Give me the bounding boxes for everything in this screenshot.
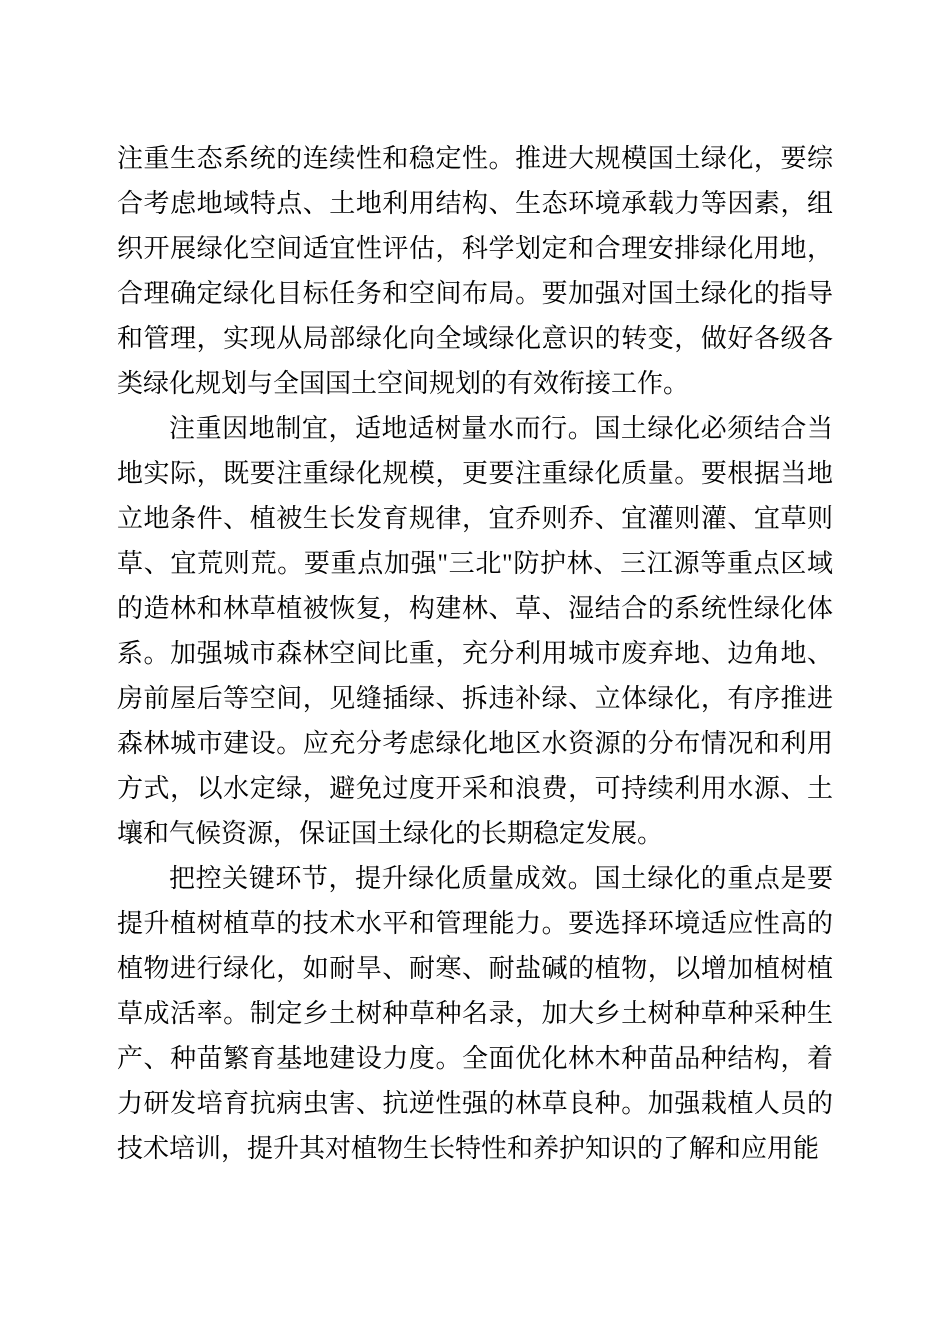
- paragraph-1: 注重生态系统的连续性和稳定性。推进大规模国土绿化，要综合考虑地域特点、土地利用结构、生态环境承载力等因素，组织开展绿化空间适宜性评估，科学划定和合理安排绿化用地，合理确定绿化目标任务和空间布局。要加强对国土绿化的指导和管理，实现从局部绿化向全域绿化意识的转变，做好各级各类绿化规划与全国国土空间规划的有效衔接工作。: [117, 144, 833, 398]
- document-text: [117, 136, 833, 1171]
- paragraph-3: 把控关键环节，提升绿化质量成效。国土绿化的重点是要提升植树植草的技术水平和管理能力。要选择环境适应性高的植物进行绿化，如耐旱、耐寒、耐盐碱的植物，以增加植树植草成活率。制定乡土树种草种名录，加大乡土树种草种采种生产、种苗繁育基地建设力度。全面优化林木种苗品种结构，着力研发培育抗病虫害、抗逆性强的林草良种。加强栽植人员的技术培训，提升其对植物生长特性和养护知识的了解和应用能: [117, 864, 833, 1163]
- paragraph-2: 注重因地制宜，适地适树量水而行。国土绿化必须结合当地实际，既要注重绿化规模，更要注重绿化质量。要根据当地立地条件、植被生长发育规律，宜乔则乔、宜灌则灌、宜草则草、宜荒则荒。要重点加强"三北"防护林、三江源等重点区域的造林和林草植被恢复，构建林、草、湿结合的系统性绿化体系。加强城市森林空间比重，充分利用城市废弃地、边角地、房前屋后等空间，见缝插绿、拆违补绿、立体绿化，有序推进森林城市建设。应充分考虑绿化地区水资源的分布情况和利用方式，以水定绿，避免过度开采和浪费，可持续利用水源、土壤和气候资源，保证国土绿化的长期稳定发展。: [117, 414, 833, 848]
